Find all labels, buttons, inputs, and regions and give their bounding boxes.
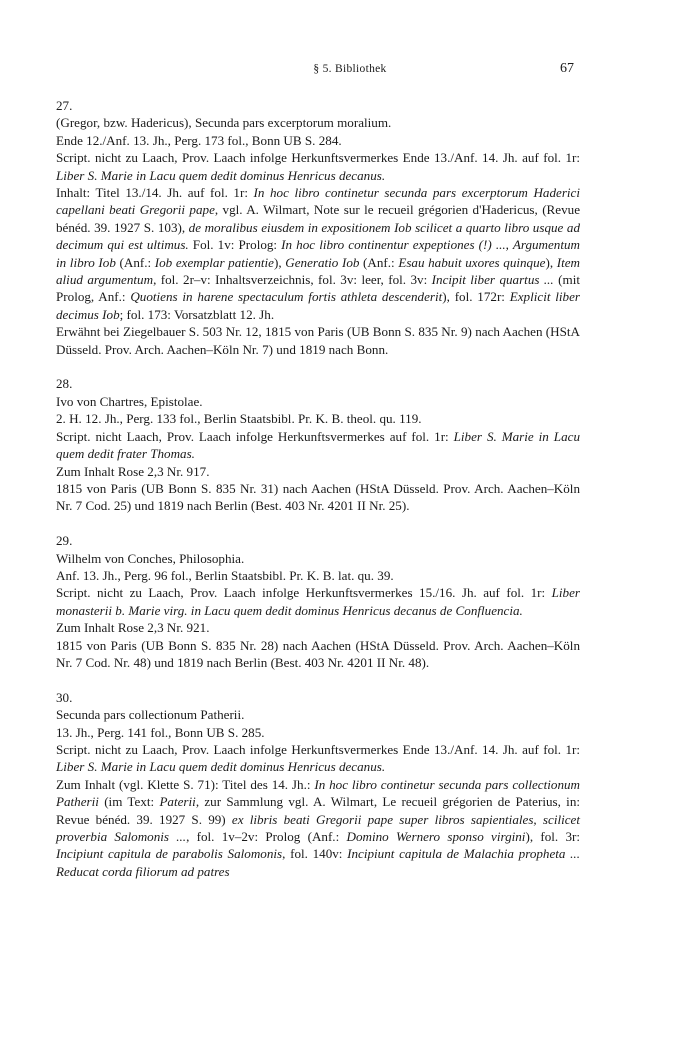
entry-title: (Gregor, bzw. Hadericus), Secunda pars excerptorum moralium. bbox=[56, 115, 392, 131]
latin-quotation: Domino Wernero sponso virgini bbox=[346, 829, 526, 845]
entry-contents: Zum Inhalt (vgl. Klette S. 71): Titel des 14. Jh.: In hoc libro continetur secunda pars collectionum Patherii (im Text: Paterii, zur Sammlung vgl. A. Wilmart, Le recueil grégorien de Paterius, in: Revue bénéd. 39. 1927 S. 99) ex libris beati Gregorii pape super libros sapientiales, scilicet proverbia Salomonis ..., fol. 1v–2v: Prolog (Anf.: Domino Wernero sponso virgini), fol. 3r: Incipiunt capitula de parabolis Salomonis, fol. 140v: Incipiunt capitula de Malachia propheta ... Reducat corda filiorum ad patres bbox=[56, 776, 581, 879]
latin-quotation: Liber S. Marie in Lacu quem dedit dominus Henricus decanus. bbox=[56, 759, 386, 775]
latin-quotation: Explicit liber decimus Iob bbox=[56, 289, 580, 322]
entry-title: Secunda pars collectionum Patherii. bbox=[56, 707, 245, 723]
catalog-entry-28 bbox=[56, 375, 580, 514]
entry-title: Ivo von Chartres, Epistolae. bbox=[56, 393, 203, 409]
latin-quotation: de moralibus eiusdem in expositionem Iob scilicet a quarto libro usque ad decimum qui est ultimus. bbox=[56, 219, 580, 253]
latin-quotation: Liber S. Marie in Lacu quem dedit frater Thomas. bbox=[56, 428, 580, 462]
latin-quotation: Paterii bbox=[159, 794, 196, 810]
entry-history: 1815 von Paris (UB Bonn S. 835 Nr. 31) nach Aachen (HStA Düsseld. Prov. Arch. Aachen–Köln Nr. 7 Cod. 25) und 1819 nach Berlin (Best. 403 Nr. 4201 II Nr. 25). bbox=[56, 480, 580, 514]
entry-history: Erwähnt bei Ziegelbauer S. 503 Nr. 12, 1815 von Paris (UB Bonn S. 835 Nr. 9) nach Aachen (HStA Düsseld. Prov. Arch. Aachen–Köln Nr. 7) und 1819 nach Bonn. bbox=[56, 324, 580, 357]
latin-quotation: Liber S. Marie in Lacu quem dedit dominus Henricus decanus. bbox=[56, 167, 386, 183]
latin-quotation: Esau habuit uxores quinque bbox=[398, 254, 546, 270]
entry-history: 1815 von Paris (UB Bonn S. 835 Nr. 28) nach Aachen (HStA Düsseld. Prov. Arch. Aachen–Köln Nr. 7 Cod. Nr. 48) und 1819 nach Berlin (Best. 403 Nr. 4201 II Nr. 48). bbox=[56, 637, 580, 670]
catalog-entry-30 bbox=[56, 689, 580, 880]
latin-quotation: Incipiunt capitula de Malachia propheta ... Reducat corda filiorum ad patres bbox=[56, 846, 580, 879]
entry-provenance: Script. nicht zu Laach, Prov. Laach infolge Herkunftsvermerkes 15./16. Jh. auf fol. 1r: Liber monasterii b. Marie virg. in Lacu quem dedit dominus Henricus decanus de Confluencia. bbox=[56, 585, 580, 618]
latin-quotation: Item aliud argumentum bbox=[56, 254, 580, 288]
entry-physical-description: Ende 12./Anf. 13. Jh., Perg. 173 fol., Bonn UB S. 284. bbox=[56, 132, 342, 148]
latin-quotation: Generatio Iob bbox=[285, 254, 360, 270]
entry-provenance: Script. nicht zu Laach, Prov. Laach infolge Herkunftsvermerkes Ende 13./Anf. 14. Jh. auf fol. 1r: Liber S. Marie in Lacu quem dedit dominus Henricus decanus. bbox=[56, 150, 580, 183]
entry-physical-description: 13. Jh., Perg. 141 fol., Bonn UB S. 285. bbox=[56, 724, 265, 740]
entry-number: 29. bbox=[56, 533, 73, 549]
latin-quotation: ex libris beati Gregorii pape super libros sapientiales, scilicet proverbia Salomonis ... bbox=[56, 811, 580, 845]
entry-contents: Zum Inhalt Rose 2,3 Nr. 921. bbox=[56, 620, 210, 636]
latin-quotation: Incipiunt capitula de parabolis Salomonis bbox=[56, 846, 283, 862]
entry-provenance: Script. nicht Laach, Prov. Laach infolge Herkunftsvermerkes auf fol. 1r: Liber S. Marie in Lacu quem dedit frater Thomas. bbox=[56, 428, 580, 462]
catalog-entries bbox=[56, 97, 580, 898]
entry-physical-description: 2. H. 12. Jh., Perg. 133 fol., Berlin Staatsbibl. Pr. K. B. theol. qu. 119. bbox=[56, 411, 422, 427]
entry-number: 27. bbox=[56, 98, 73, 113]
running-title: § 5. Bibliothek bbox=[313, 63, 387, 75]
latin-quotation: In hoc libro continetur secunda pars collectionum Patherii bbox=[56, 776, 580, 810]
catalog-entry-29 bbox=[56, 532, 580, 671]
latin-quotation: In hoc libro continentur expeptiones (!) ..., Argumentum in libro Iob bbox=[56, 237, 580, 270]
latin-quotation: Iob exemplar patientie bbox=[154, 254, 274, 270]
entry-provenance: Script. nicht zu Laach, Prov. Laach infolge Herkunftsvermerkes Ende 13./Anf. 14. Jh. auf fol. 1r: Liber S. Marie in Lacu quem dedit dominus Henricus decanus. bbox=[56, 741, 580, 775]
entry-number: 28. bbox=[56, 376, 73, 392]
page-number: 67 bbox=[560, 61, 574, 76]
entry-number: 30. bbox=[56, 689, 73, 705]
latin-quotation: Incipit liber quartus ... bbox=[431, 272, 554, 288]
entry-title: Wilhelm von Conches, Philosophia. bbox=[56, 550, 245, 566]
catalog-entry-27 bbox=[56, 97, 580, 358]
latin-quotation: Quotiens in harene spectaculum fortis athleta descenderit bbox=[130, 289, 443, 305]
entry-contents: Zum Inhalt Rose 2,3 Nr. 917. bbox=[56, 463, 210, 479]
latin-quotation: Liber monasterii b. Marie virg. in Lacu quem dedit dominus Henricus decanus de Confluencia. bbox=[56, 585, 580, 618]
entry-physical-description: Anf. 13. Jh., Perg. 96 fol., Berlin Staatsbibl. Pr. K. B. lat. qu. 39. bbox=[56, 567, 394, 583]
entry-contents: Inhalt: Titel 13./14. Jh. auf fol. 1r: In hoc libro continetur secunda pars excerptorum Haderici capellani beati Gregorii pape, vgl. A. Wilmart, Note sur le recueil grégorien d'Hadericus, (Revue bénéd. 39. 1927 S. 103), de moralibus eiusdem in expositionem Iob scilicet a quarto libro usque ad decimum qui est ultimus. Fol. 1v: Prolog: In hoc libro continentur expeptiones (!) ..., Argumentum in libro Iob (Anf.: Iob exemplar patientie), Generatio Iob (Anf.: Esau habuit uxores quinque), Item aliud argumentum, fol. 2r–v: Inhaltsverzeichnis, fol. 3v: leer, fol. 3v: Incipit liber quartus ... (mit Prolog, Anf.: Quotiens in harene spectaculum fortis athleta descenderit), fol. 172r: Explicit liber decimus Iob; fol. 173: Vorsatzblatt 12. Jh. bbox=[56, 185, 581, 322]
latin-quotation: In hoc libro continetur secunda pars excerptorum Haderici capellani beati Gregorii pape bbox=[56, 185, 580, 218]
